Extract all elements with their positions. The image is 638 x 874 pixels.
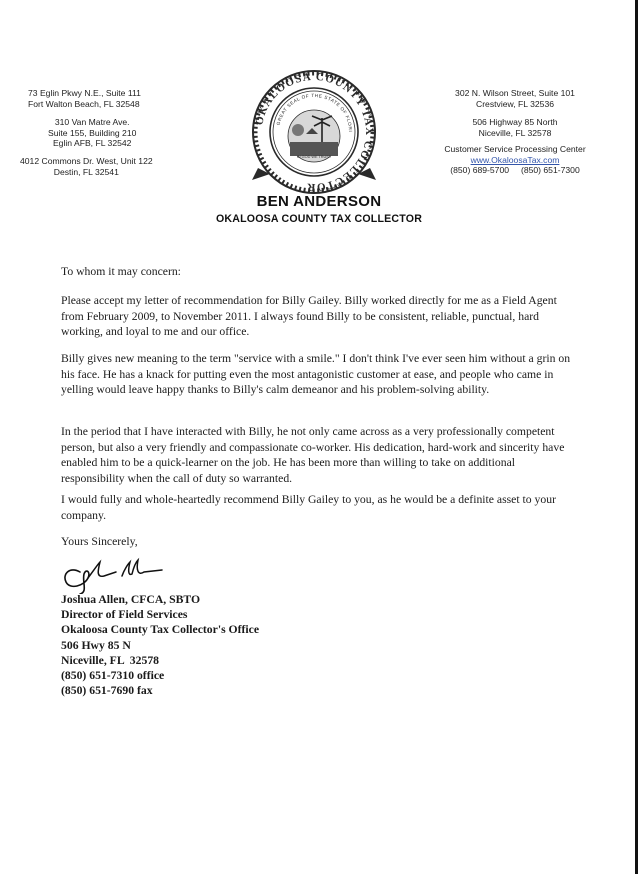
address-eglin-afb xyxy=(48,117,136,149)
signer-name: Joshua Allen, CFCA, SBTO xyxy=(61,593,201,606)
address-line: Crestview, FL 32536 xyxy=(475,98,555,109)
signer-street: 506 Hwy 85 N xyxy=(61,638,131,652)
paragraph-2 xyxy=(61,351,571,398)
address-line: Niceville, FL 32578 xyxy=(478,127,552,138)
signer-office-phone: (850) 651-7310 office xyxy=(61,669,165,683)
salutation xyxy=(61,264,571,280)
signature-block xyxy=(61,592,259,698)
paragraph-text: Please accept my letter of recommendation for Billy Gailey. Billy worked directly for me as a Field Agent from February 2009, to November 2011. I always found Billy to be consistent, reliable, punctual, hard working, and loyal to me and our office. xyxy=(61,294,557,338)
tax-collector-title: OKALOOSA COUNTY TAX COLLECTOR xyxy=(215,213,423,225)
address-line: 73 Eglin Pkwy N.E., Suite 111 xyxy=(28,88,141,98)
address-line: 302 N. Wilson Street, Suite 101 xyxy=(455,88,575,98)
address-niceville xyxy=(430,117,600,138)
address-processing-center xyxy=(420,144,610,176)
paragraph-3 xyxy=(61,424,571,486)
paragraph-4 xyxy=(61,492,571,523)
paragraph-text: I would fully and whole-heartedly recommend Billy Gailey to you, as he would be a definite asset to your company. xyxy=(61,493,556,522)
seal-outer-text: OKALOOSA COUNTY TAX COLLECTOR xyxy=(253,70,376,194)
signer-city: Niceville, FL 32578 xyxy=(61,653,160,667)
address-line: 4012 Commons Dr. West, Unit 122 xyxy=(20,156,153,166)
address-line: Fort Walton Beach, FL 32548 xyxy=(28,98,140,109)
website-link[interactable]: www.OkaloosaTax.com xyxy=(470,154,560,165)
address-destin xyxy=(20,156,153,177)
tax-collector-name: BEN ANDERSON xyxy=(256,193,382,210)
paragraph-text: Billy gives new meaning to the term "service with a smile." I don't think I've ever seen him without a grin on his face. He has a knack for putting even the most antagonistic customer at ease, and people who came in yelling would leave happy thanks to Billy's calm demeanor and his problem-solving ability. xyxy=(61,352,571,396)
seal-inner-text: GREAT SEAL OF THE STATE OF FLORI xyxy=(275,92,354,133)
address-line: Customer Service Processing Center xyxy=(444,144,586,154)
paragraph-1 xyxy=(61,293,571,340)
address-line: Suite 155, Building 210 xyxy=(48,127,137,138)
salutation-text: To whom it may concern: xyxy=(61,265,181,278)
address-line: 310 Van Matre Ave. xyxy=(54,117,130,127)
phone-numbers: (850) 689-5700 (850) 651-7300 xyxy=(450,165,580,176)
seal-motto: IN GOD WE TRUST xyxy=(296,155,332,159)
paragraph-text: In the period that I have interacted with Billy, he not only came across as a very professionally competent person, but also a very friendly and compassionate co-worker. His dedication, hard-work and sincerity have enabled him to be a quick-learner on the job. He has been more than willing to take on additional responsibility when the call of duty so warranted. xyxy=(61,425,565,485)
address-line: 506 Highway 85 North xyxy=(472,117,558,127)
address-line: Eglin AFB, FL 32542 xyxy=(52,138,132,149)
signer-title: Director of Field Services xyxy=(61,608,188,622)
closing-text: Yours Sincerely, xyxy=(61,535,138,548)
handwritten-signature xyxy=(58,552,168,594)
address-line: Destin, FL 32541 xyxy=(53,166,119,177)
county-seal-logo xyxy=(250,68,378,196)
signer-fax: (850) 651-7690 fax xyxy=(61,684,153,698)
address-crestview xyxy=(430,88,600,109)
closing xyxy=(61,534,571,550)
address-fort-walton-beach xyxy=(28,88,141,109)
signer-office: Okaloosa County Tax Collector's Office xyxy=(61,623,260,637)
